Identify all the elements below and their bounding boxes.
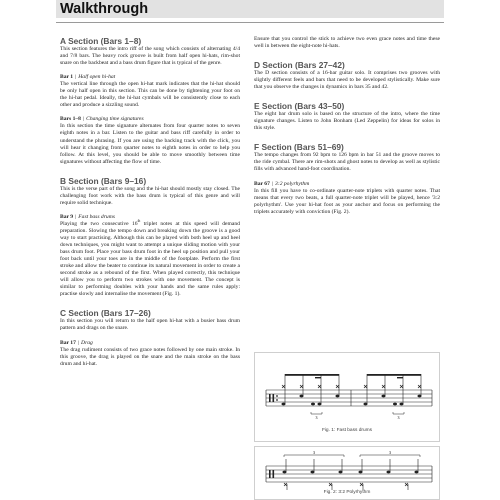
section-e-text: The eight bar drum solo is based on the structure of the intro, where the time signature changes. Listen to John Bonham (Led Zeppelin) for ideas for solos in this style. bbox=[254, 111, 440, 132]
figure-2-caption: Fig. 2: 3:2 Polyrhythm bbox=[323, 490, 371, 495]
note-heads bbox=[282, 395, 422, 406]
bar17-label: Bar 17 bbox=[60, 339, 76, 346]
bar9-text-sup: th bbox=[137, 219, 141, 224]
triplet-brackets bbox=[284, 455, 420, 457]
section-f-text: The tempo changes from 92 bpm to 126 bpm in bar 51 and the groove moves to the ride cymbal. There are rim-shots and ghost notes to develop as well as stylistic fills with advanced hand-foot coordination. bbox=[254, 152, 440, 173]
bar9-subheading: Bar 9 | Fast bass drums bbox=[60, 213, 115, 220]
bar67-subheading: Bar 67 | 3:2 polyrhythm bbox=[254, 180, 310, 187]
right-column bbox=[254, 36, 440, 216]
section-c-text: In this section you will return to the half open hi-hat with a busier bass drum pattern and drags on the snare. bbox=[60, 318, 240, 332]
header-rule bbox=[56, 22, 444, 23]
note-beams bbox=[285, 374, 421, 378]
section-d-text: The D section consists of a 16-bar guitar solo. It comprises two grooves with slightly different feels and bars that need to be developed stylistically. Make sure that you observe the changes in dynamics in bars 35 and 42. bbox=[254, 70, 440, 91]
bar17-subheading: Bar 17 | Drag bbox=[60, 339, 93, 346]
right-intro-text: Ensure that you control the stick to achieve two even grace notes and time these well in between the eight-note hi-hats. bbox=[254, 36, 440, 50]
figure-1 bbox=[254, 352, 440, 442]
section-a-text: This section features the intro riff of the song which consists of alternating 4/4 and 7/8 bars. The heavy rock groove is built from half open hi-hats, rim-shot snare on the backbeat and a bass drum figure that is typical of the genre. bbox=[60, 46, 240, 67]
bar1-label: Bar 1 bbox=[60, 74, 74, 81]
triplet-label: 3 bbox=[313, 450, 315, 455]
left-column bbox=[60, 36, 240, 368]
bar17-text: The drag rudiment consists of two grace notes followed by one main stroke. In this groove, the drag is played on the snare and the main stroke on the bass drum and hi-hat. bbox=[60, 346, 240, 367]
section-heading-d: D Section (Bars 27–42) bbox=[254, 60, 345, 71]
bar1-subheading: Bar 1 | Half open hi-hat bbox=[60, 74, 116, 81]
bar17-title: Drag bbox=[81, 339, 93, 346]
bar9-label: Bar 9 bbox=[60, 213, 74, 220]
bar9-text bbox=[60, 221, 240, 299]
bar1-text: The vertical line through the open hi-hat mark indicates that the hi-hat should be only half open in this section. This can be done by tightening your foot on the hi-hat pedal. Ideally, the hi-hat cymbals will be consistently close to each other and produce a sizzling sound. bbox=[60, 81, 240, 109]
section-heading-c: C Section (Bars 17–26) bbox=[60, 308, 151, 319]
section-heading-a: A Section (Bars 1–8) bbox=[60, 36, 142, 46]
bar9-text-rest: triplet notes at this speed will demand preparation. Slowing the tempo down and breaking down the groove is a good way to start practising. Although this can be played with both heel up and heel down techniques, you might want to attempt a unique sliding motion with your bass drum foot. Place your bass drum foot in the heel up position and pull your foot back until your toes are in the middle of the footplate. Perform the first stroke and allow the beater to continue its natural movement in order to create a second stroke as a rebound of the first. When played correctly, this technique will allow you to perform two strokes with one movement. The concept is similar to performing doubles with your hands and the same rules apply: practise slowly and internalise the movement (Fig. 1). bbox=[60, 220, 240, 298]
section-heading-f: F Section (Bars 51–69) bbox=[254, 142, 344, 153]
triplet-label: 3 bbox=[315, 415, 318, 420]
section-heading-b: B Section (Bars 9–16) bbox=[60, 175, 147, 186]
section-b-text: This is the verse part of the song and the hi-hat should mostly stay closed. The challenging foot work with the bass drum is typical of this genre and will require solid technique. bbox=[60, 185, 240, 206]
note-heads bbox=[283, 471, 419, 474]
bar67-title: 3:2 polyrhythm bbox=[275, 180, 310, 187]
bar9-text-start: Playing the two consecutive 16 bbox=[60, 220, 138, 227]
bars1-8-title: Changing time signatures bbox=[86, 116, 144, 123]
section-heading-e: E Section (Bars 43–50) bbox=[254, 101, 345, 112]
bar67-label: Bar 67 bbox=[254, 180, 270, 187]
hihat-foot-marks bbox=[284, 483, 408, 486]
triplet-brackets bbox=[311, 412, 404, 414]
bar9-title: Fast bass drums bbox=[78, 213, 115, 220]
bar67-text: In this fill you have to co-ordinate quarter-note triplets with quarter notes. That means that every two beats, a full quarter-note triplet will be played, hence '3:2 polyrhythm'. Use your hi-hat foot as your anchor and focus on performing the triplets accurately with conviction (Fig. 2). bbox=[254, 187, 440, 215]
figure-2 bbox=[254, 446, 440, 500]
page-header bbox=[0, 0, 500, 24]
figure-1-caption: Fig. 1: Fast bass drums bbox=[321, 428, 373, 433]
bar1-title: Half open hi-hat bbox=[78, 74, 116, 81]
bars1-8-text: In this section the time signature alternates from four quarter notes to seven eighth notes in a bar. Listen to the guitar and bass riff carefully in order to understand the phrasing. If you are using the backing track with the click, you will hear it changing from quarter notes to eighth notes in order to help you follow. At this level, you should be able to move smoothly between time signatures without affecting the flow of time. bbox=[60, 123, 240, 165]
page-title: Walkthrough bbox=[60, 1, 149, 17]
bars1-8-label: Bars 1–8 bbox=[60, 116, 81, 123]
triplet-label: 3 bbox=[397, 415, 400, 420]
note-stems bbox=[285, 374, 421, 404]
bars1-8-subheading: Bars 1–8 | Changing time signatures bbox=[60, 116, 144, 123]
triplet-label: 3 bbox=[389, 450, 391, 455]
